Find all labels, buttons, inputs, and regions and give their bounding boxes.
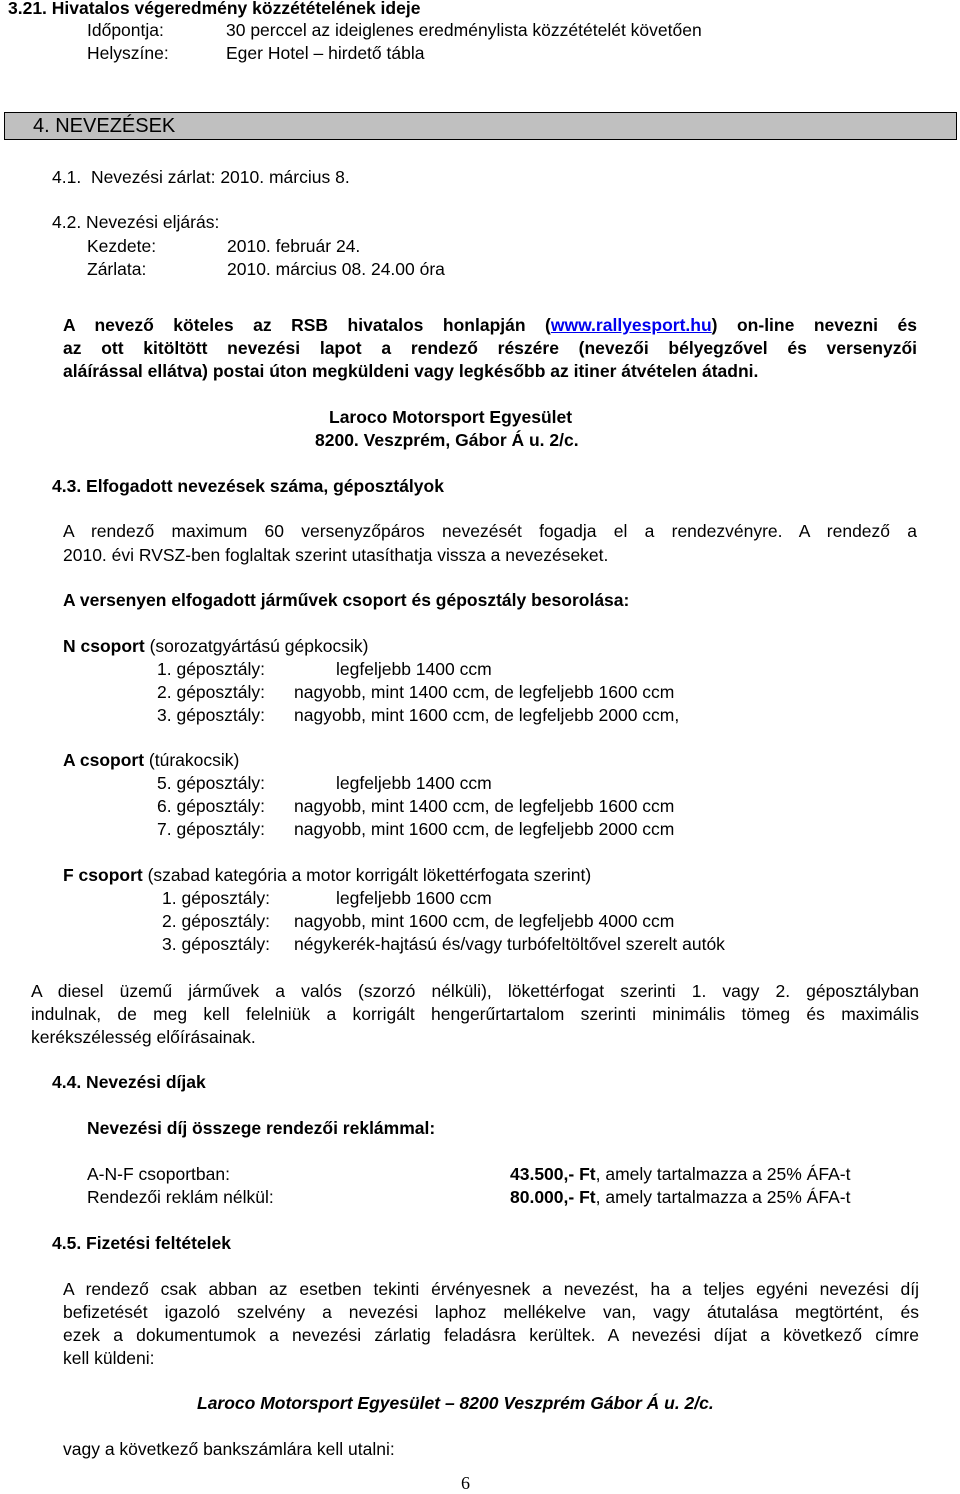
max-entries-line-2: 2010. évi RVSZ-ben foglaltak szerint utasíthatja vissza a nevezéseket. (63, 545, 609, 565)
fee-label: Rendezői reklám nélkül: (87, 1187, 274, 1207)
class-label: 2. géposztály: (162, 911, 270, 931)
class-value: legfeljebb 1600 ccm (336, 888, 492, 908)
entry-start-value: 2010. február 24. (227, 236, 361, 256)
fee-note: , amely tartalmazza a 25% ÁFA-t (595, 1187, 851, 1207)
group-n-desc: (sorozatgyártású gépkocsik) (149, 636, 369, 656)
fees-subtitle: Nevezési díj összege rendezői reklámmal: (87, 1118, 436, 1138)
class-value: nagyobb, mint 1600 ccm, de legfeljebb 2000 ccm (294, 819, 675, 839)
entry-end-value: 2010. március 08. 24.00 óra (227, 259, 445, 279)
fee-amount: 80.000,- Ft (510, 1187, 596, 1207)
class-value: nagyobb, mint 1400 ccm, de legfeljebb 1600 ccm (294, 682, 675, 702)
class-label: 7. géposztály: (157, 819, 265, 839)
class-value: nagyobb, mint 1600 ccm, de legfeljebb 4000 ccm (294, 911, 675, 931)
group-a-name: A csoport (63, 750, 145, 770)
diesel-line-2: indulnak, de meg kell felelniük a korrigált hengerűrtartalom szerinti minimális tömeg és maximális (31, 1004, 919, 1024)
group-n-heading (63, 635, 368, 657)
entry-paragraph-line-1: A nevező köteles az RSB hivatalos honlapján (www.rallyesport.hu) on-line nevezni és (63, 315, 917, 335)
mailing-address: Laroco Motorsport Egyesület – 8200 Veszprém Gábor Á u. 2/c. (197, 1393, 714, 1413)
group-a-desc: (túrakocsik) (148, 750, 240, 770)
class-label: 6. géposztály: (157, 796, 265, 816)
page-number: 6 (461, 1473, 470, 1493)
organizer-name: Laroco Motorsport Egyesület (329, 407, 573, 427)
section-4-5-title: 4.5. Fizetési feltételek (52, 1233, 231, 1253)
entry-paragraph-line-2: az ott kitöltött nevezési lapot a rendező részére (nevezői bélyegzővel és versenyzői (63, 338, 917, 358)
class-value: nagyobb, mint 1600 ccm, de legfeljebb 2000 ccm, (294, 705, 680, 725)
entry-end-label: Zárlata: (87, 259, 147, 279)
entry-deadline-num: 4.1. (52, 167, 82, 187)
class-label: 1. géposztály: (162, 888, 270, 908)
entry-paragraph-line-3: aláírással ellátva) postai úton megküldeni vagy legkésőbb az itiner átvételen átadni. (63, 361, 759, 381)
section-3-21-title: 3.21. Hivatalos végeredmény közzétételének ideje (8, 0, 421, 18)
section-4-3-title: 4.3. Elfogadott nevezések száma, géposztályok (52, 476, 444, 496)
class-value: legfeljebb 1400 ccm (336, 773, 492, 793)
group-n-name: N csoport (63, 636, 145, 656)
diesel-line-1: A diesel üzemű járművek a valós (szorzó nélküli), lökettérfogat szerinti 1. vagy 2. géposztályban (31, 981, 919, 1001)
class-value: legfeljebb 1400 ccm (336, 659, 492, 679)
result-place-value: Eger Hotel – hirdető tábla (226, 43, 425, 63)
entry-deadline-value: 2010. március 8. (220, 167, 350, 187)
entry-deadline-label: Nevezési zárlat: (90, 167, 216, 187)
section-4-2-title: 4.2. Nevezési eljárás: (52, 212, 220, 232)
group-f-desc: (szabad kategória a motor korrigált lökettérfogata szerint) (147, 865, 592, 885)
rallyesport-link[interactable]: www.rallyesport.hu (550, 315, 712, 335)
section-4-heading-bar (4, 112, 957, 140)
payment-line-3: ezek a dokumentumok a nevezési zárlatig feladásra kerültek. A nevezési díjat a következő címre (63, 1325, 919, 1345)
class-label: 3. géposztály: (162, 934, 270, 954)
fee-label: A-N-F csoportban: (87, 1164, 230, 1184)
class-label: 2. géposztály: (157, 682, 265, 702)
entry-deadline (52, 166, 350, 188)
group-f-name: F csoport (63, 865, 143, 885)
fee-note: , amely tartalmazza a 25% ÁFA-t (595, 1164, 851, 1184)
section-4-title: 4. NEVEZÉSEK (33, 115, 176, 137)
max-entries-line-1: A rendező maximum 60 versenyzőpáros nevezését fogadja el a rendezvényre. A rendező a (63, 521, 917, 541)
class-label: 1. géposztály: (157, 659, 265, 679)
result-time-value: 30 perccel az ideiglenes eredménylista közzétételét követően (226, 20, 702, 40)
payment-line-2: befizetését igazoló szelvény a nevezési laphoz mellékelve van, vagy átutalása megtörtént, és (63, 1302, 919, 1322)
result-place-label: Helyszíne: (87, 43, 169, 63)
result-time-label: Időpontja: (87, 20, 164, 40)
payment-line-1: A rendező csak abban az esetben tekinti érvényesnek a nevezést, ha a teljes egyéni nevezési díj (63, 1279, 919, 1299)
group-f-heading (63, 864, 591, 886)
fee-value (510, 1163, 850, 1185)
payment-line-4: kell küldeni: (63, 1348, 155, 1368)
organizer-address: 8200. Veszprém, Gábor Á u. 2/c. (315, 430, 579, 450)
classes-subtitle: A versenyen elfogadott járművek csoport és géposztály besorolása: (63, 590, 630, 610)
section-4-4-title: 4.4. Nevezési díjak (52, 1072, 206, 1092)
class-value: nagyobb, mint 1400 ccm, de legfeljebb 1600 ccm (294, 796, 675, 816)
class-label: 3. géposztály: (157, 705, 265, 725)
group-a-heading (63, 749, 239, 771)
entry-start-label: Kezdete: (87, 236, 157, 256)
diesel-line-3: kerékszélesség előírásainak. (31, 1027, 256, 1047)
fee-value (510, 1186, 850, 1208)
fee-amount: 43.500,- Ft (510, 1164, 596, 1184)
bank-transfer-line: vagy a következő bankszámlára kell utalni: (63, 1439, 395, 1459)
class-value: négykerék-hajtású és/vagy turbófeltöltővel szerelt autók (294, 934, 725, 954)
class-label: 5. géposztály: (157, 773, 265, 793)
